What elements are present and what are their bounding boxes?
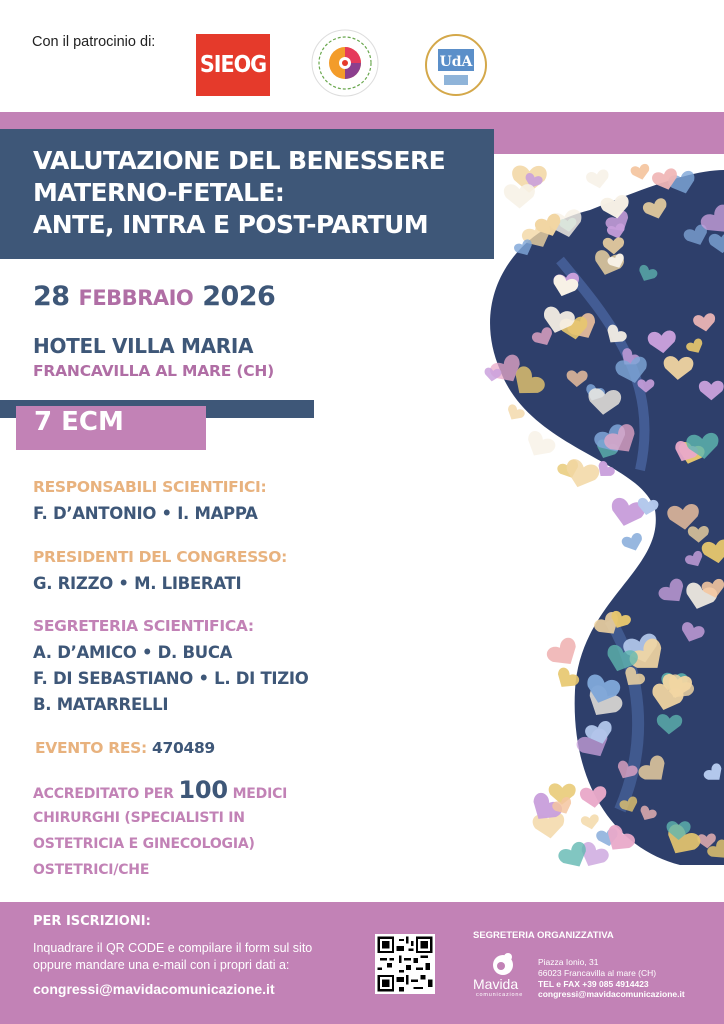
registration-line-2: oppure mandare una e-mail con i propri dati a: [33,958,290,972]
pregnancy-hearts-artwork [440,150,724,870]
mavida-brand: Mavida [473,976,519,992]
registration-heading: PER ISCRIZIONI: [33,914,151,929]
event-city: FRANCAVILLA AL MARE (CH) [33,362,275,380]
accreditation-prefix: ACCREDITATO PER [33,786,174,802]
event-date [33,281,275,312]
mavida-brand-sub: comunicazione [476,992,524,998]
organizer-heading: SEGRETERIA ORGANIZZATIVA [473,930,614,941]
title-line-1: VALUTAZIONE DEL BENESSERE [33,146,446,175]
qr-code[interactable] [375,934,435,994]
registration-line-1: Inquadrare il QR CODE e compilare il form sul sito [33,941,313,955]
title-box [0,129,494,259]
accreditation-count: 100 [178,776,228,804]
segreteria-label: SEGRETERIA SCIENTIFICA: [33,617,254,635]
accreditation-line-4: OSTETRICI/CHE [33,862,150,878]
heart-shape [585,169,611,191]
heart-shape [521,429,557,463]
res-number: 470489 [152,739,215,757]
presidenti-names: G. RIZZO • M. LIBERATI [33,574,242,593]
uda-logo [424,33,488,97]
responsabili-label: RESPONSABILI SCIENTIFICI: [33,478,267,496]
organizer-phone: TEL e FAX +39 085 4914423 [538,979,649,989]
svg-text:UdA: UdA [439,54,473,70]
accreditation-line-3: OSTETRICIA E GINECOLOGIA) [33,836,255,852]
heart-shape [620,532,645,554]
registration-email-link[interactable]: congressi@mavidacomunicazione.it [33,981,275,997]
ecm-credits: 7 ECM [34,407,124,437]
event-venue: HOTEL VILLA MARIA [33,334,254,358]
presidenti-label: PRESIDENTI DEL CONGRESSO: [33,548,287,566]
heart-shape [580,814,601,832]
accreditation-line-2: CHIRURGHI (SPECIALISTI IN [33,810,245,826]
patronage-label: Con il patrocinio di: [32,34,156,50]
organizer-address-1: Piazza Ionio, 31 [538,957,599,967]
segreteria-line-2: F. DI SEBASTIANO • L. DI TIZIO [33,669,309,688]
sieog-logo: SIEOG [196,34,270,96]
mavida-logo-icon [489,949,519,979]
event-day: 28 [33,281,70,312]
res-row [35,739,215,757]
heart-shape [630,163,652,182]
asl-logo [310,28,380,98]
organizer-email-link[interactable]: congressi@mavidacomunicazione.it [538,989,685,999]
accreditation-suffix: MEDICI [232,786,288,802]
segreteria-line-1: A. D’AMICO • D. BUCA [33,643,233,662]
title-line-2: MATERNO-FETALE: [33,178,285,207]
res-label: EVENTO RES: [35,739,147,757]
responsabili-names: F. D’ANTONIO • I. MAPPA [33,504,258,523]
heart-shape [544,635,583,672]
event-year: 2026 [202,281,276,312]
heart-shape [504,184,535,209]
organizer-address-2: 66023 Francavilla al mare (CH) [538,968,657,978]
event-month: FEBBRAIO [78,286,194,310]
accreditation-line-1 [33,776,287,804]
segreteria-line-3: B. MATARRELLI [33,695,169,714]
title-line-3: ANTE, INTRA E POST-PARTUM [33,210,429,239]
